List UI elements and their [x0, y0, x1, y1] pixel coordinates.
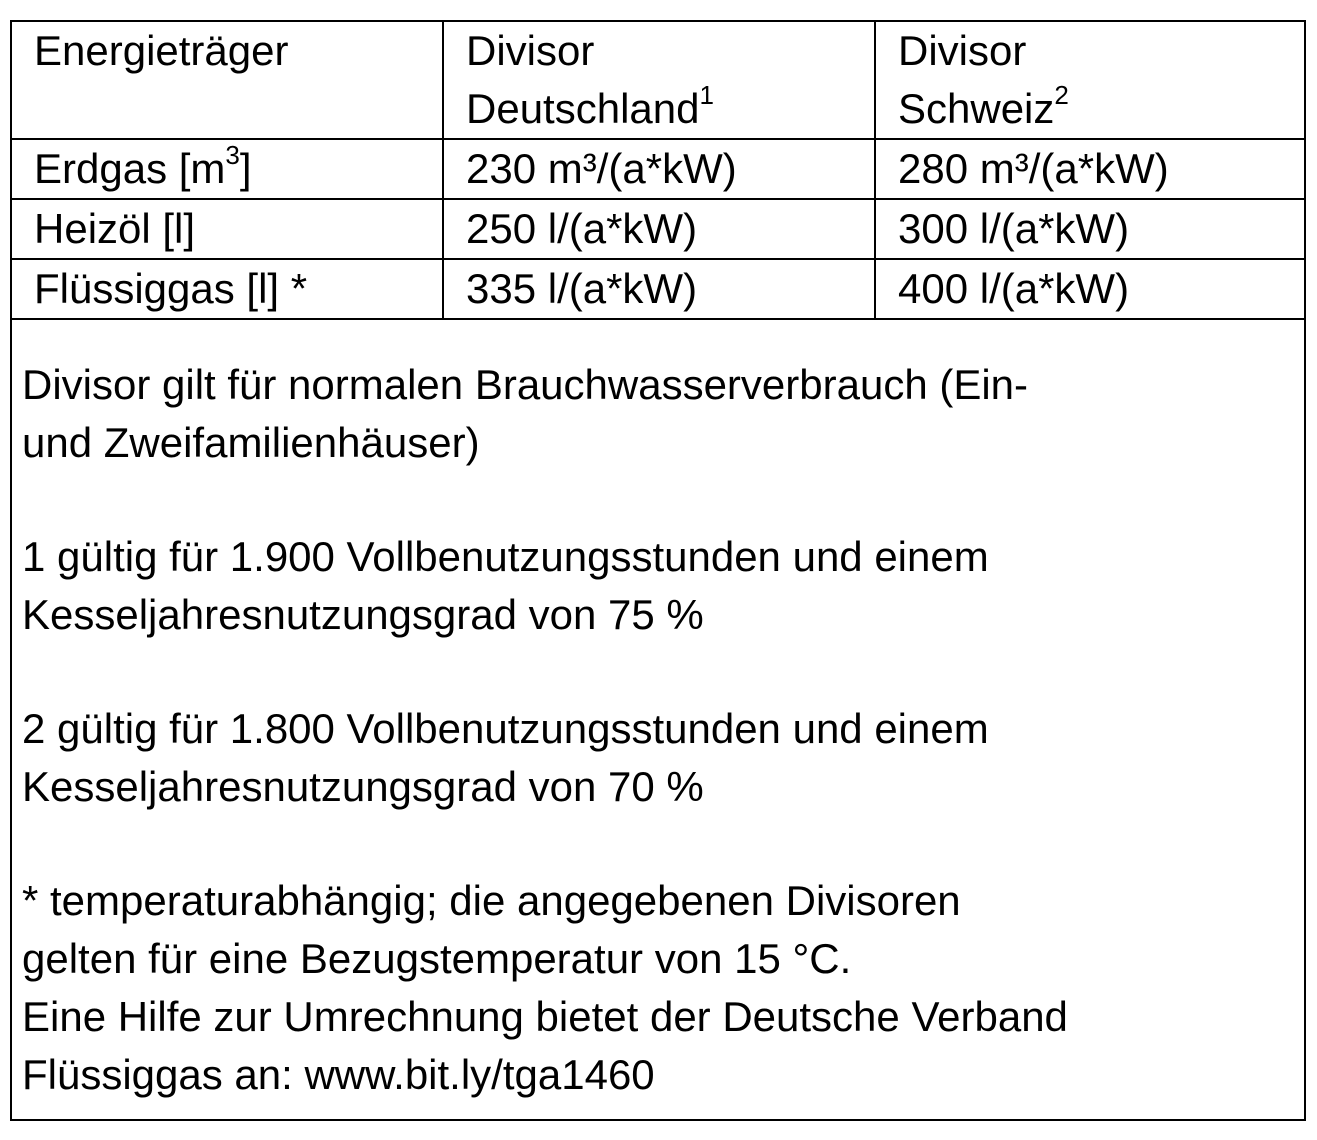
cell-divisor-ch: 300 l/(a*kW)	[875, 199, 1304, 259]
cell-carrier: Flüssiggas [l] *	[12, 259, 443, 319]
cell-divisor-ch: 280 m³/(a*kW)	[875, 139, 1304, 199]
header-divisor-schweiz	[875, 22, 1304, 139]
divisor-table	[12, 22, 1304, 320]
table-header-row	[12, 22, 1304, 139]
header-energietraeger	[12, 22, 443, 139]
cell-divisor-de: 230 m³/(a*kW)	[443, 139, 875, 199]
header-divisor-ch-line1: Divisor	[898, 27, 1027, 74]
table-row	[12, 259, 1304, 319]
footnote-ref-2: 2	[1054, 80, 1069, 110]
note-general: Divisor gilt für normalen Brauchwasserverbrauch (Ein- und Zweifamilienhäuser)	[22, 361, 1029, 466]
header-energietraeger-text: Energieträger	[34, 27, 289, 74]
notes-section	[22, 356, 1282, 1104]
header-divisor-ch-line2: Schweiz	[898, 85, 1055, 132]
footnote-2: 2 gültig für 1.800 Vollbenutzungsstunden und einem Kesseljahresnutzungsgrad von 70 %	[22, 705, 989, 810]
header-divisor-deutschland	[443, 22, 875, 139]
link-text: Flüssiggas an: www.bit.ly/tga1460	[22, 1051, 655, 1098]
table-row	[12, 139, 1304, 199]
cell-divisor-de: 250 l/(a*kW)	[443, 199, 875, 259]
footnote-1: 1 gültig für 1.900 Vollbenutzungsstunden und einem Kesseljahresnutzungsgrad von 75 %	[22, 533, 989, 638]
footnote-star: * temperaturabhängig; die angegebenen Divisoren gelten für eine Bezugstemperatur von 15 °C. Eine Hilfe zur Umrechnung bietet der Deutsche Verband Flüssiggas an: www.bit.ly/tga1460	[22, 872, 1282, 1104]
footnote-ref-1: 1	[699, 80, 714, 110]
cell-divisor-de: 335 l/(a*kW)	[443, 259, 875, 319]
cell-carrier: Erdgas $[m^3]$	[12, 139, 443, 199]
cell-carrier: Heizöl [l]	[12, 199, 443, 259]
table-row	[12, 199, 1304, 259]
cell-divisor-ch: 400 l/(a*kW)	[875, 259, 1304, 319]
header-divisor-de-line1: Divisor	[466, 27, 595, 74]
header-divisor-de-line2: Deutschland	[466, 85, 700, 132]
